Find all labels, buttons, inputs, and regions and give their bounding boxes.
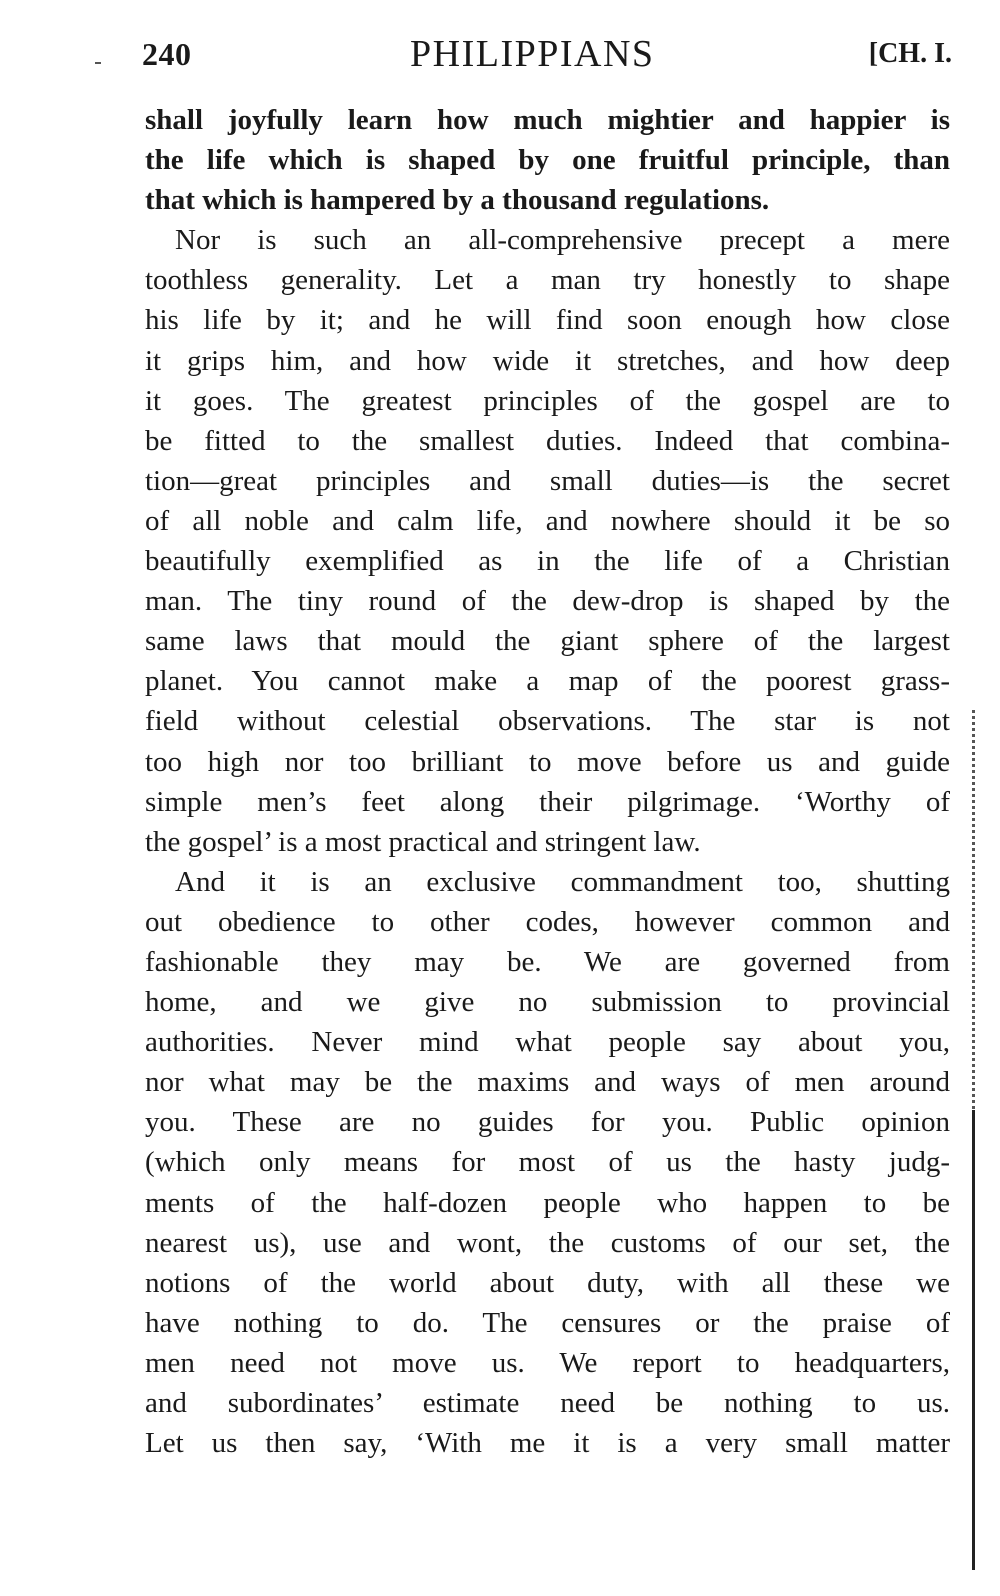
running-title: PHILIPPIANS bbox=[410, 33, 655, 75]
text-line: and subordinates’ estimate need be nothing to us. bbox=[145, 1387, 950, 1419]
text-line: nearest us), use and wont, the customs of our set, the bbox=[145, 1226, 950, 1259]
text-line: you. These are no guides for you. Public opinion bbox=[145, 1106, 950, 1139]
chapter-reference: [CH. I. bbox=[868, 38, 952, 69]
text-line: home, and we give no submission to provincial bbox=[145, 986, 950, 1019]
text-line: (which only means for most of us the hasty judg- bbox=[145, 1146, 950, 1179]
body-text bbox=[145, 100, 950, 1463]
running-header bbox=[140, 30, 952, 82]
text-line: the gospel’ is a most practical and stringent law. bbox=[145, 825, 701, 858]
margin-tick-mark bbox=[95, 62, 101, 64]
text-line: out obedience to other codes, however common and bbox=[145, 905, 950, 938]
margin-scan-rule-solid bbox=[972, 1110, 975, 1570]
text-line: ments of the half-dozen people who happen to be bbox=[145, 1186, 950, 1219]
text-line: beautifully exemplified as in the life of a Christian bbox=[145, 545, 950, 578]
text-line: tion—great principles and small duties—is the secret bbox=[145, 464, 950, 497]
text-line: toothless generality. Let a man try honestly to shape bbox=[145, 264, 950, 297]
paragraph-first-line: Nor is such an all-comprehensive precept a mere bbox=[175, 224, 950, 257]
text-line: be fitted to the smallest duties. Indeed that combina- bbox=[145, 424, 950, 457]
text-line: it grips him, and how wide it stretches, and how deep bbox=[145, 344, 950, 377]
paragraph-first-line: And it is an exclusive commandment too, shutting bbox=[175, 865, 950, 898]
text-line: too high nor too brilliant to move before us and guide bbox=[145, 745, 950, 778]
text-line: Let us then say, ‘With me it is a very small matter bbox=[145, 1427, 950, 1460]
text-line: shall joyfully learn how much mightier and happier is bbox=[145, 104, 950, 136]
text-line: notions of the world about duty, with all these we bbox=[145, 1266, 950, 1299]
text-line: man. The tiny round of the dew-drop is shaped by the bbox=[145, 585, 950, 618]
text-line: field without celestial observations. The star is not bbox=[145, 705, 950, 738]
page-number: 240 bbox=[142, 36, 192, 72]
text-line: of all noble and calm life, and nowhere should it be so bbox=[145, 504, 950, 537]
text-line: nor what may be the maxims and ways of men around bbox=[145, 1066, 950, 1099]
text-line: planet. You cannot make a map of the poorest grass- bbox=[145, 665, 950, 698]
text-line: have nothing to do. The censures or the praise of bbox=[145, 1306, 950, 1339]
text-line: fashionable they may be. We are governed from bbox=[145, 945, 950, 978]
text-line: that which is hampered by a thousand regulations. bbox=[145, 184, 770, 217]
text-line: same laws that mould the giant sphere of the largest bbox=[145, 625, 950, 658]
text-line: simple men’s feet along their pilgrimage. ‘Worthy of bbox=[145, 785, 950, 818]
text-line: it goes. The greatest principles of the gospel are to bbox=[145, 384, 950, 417]
text-line: his life by it; and he will find soon enough how close bbox=[145, 304, 950, 337]
text-line: men need not move us. We report to headquarters, bbox=[145, 1346, 950, 1379]
text-line: the life which is shaped by one fruitful principle, than bbox=[145, 144, 950, 177]
text-line: authorities. Never mind what people say about you, bbox=[145, 1026, 950, 1059]
